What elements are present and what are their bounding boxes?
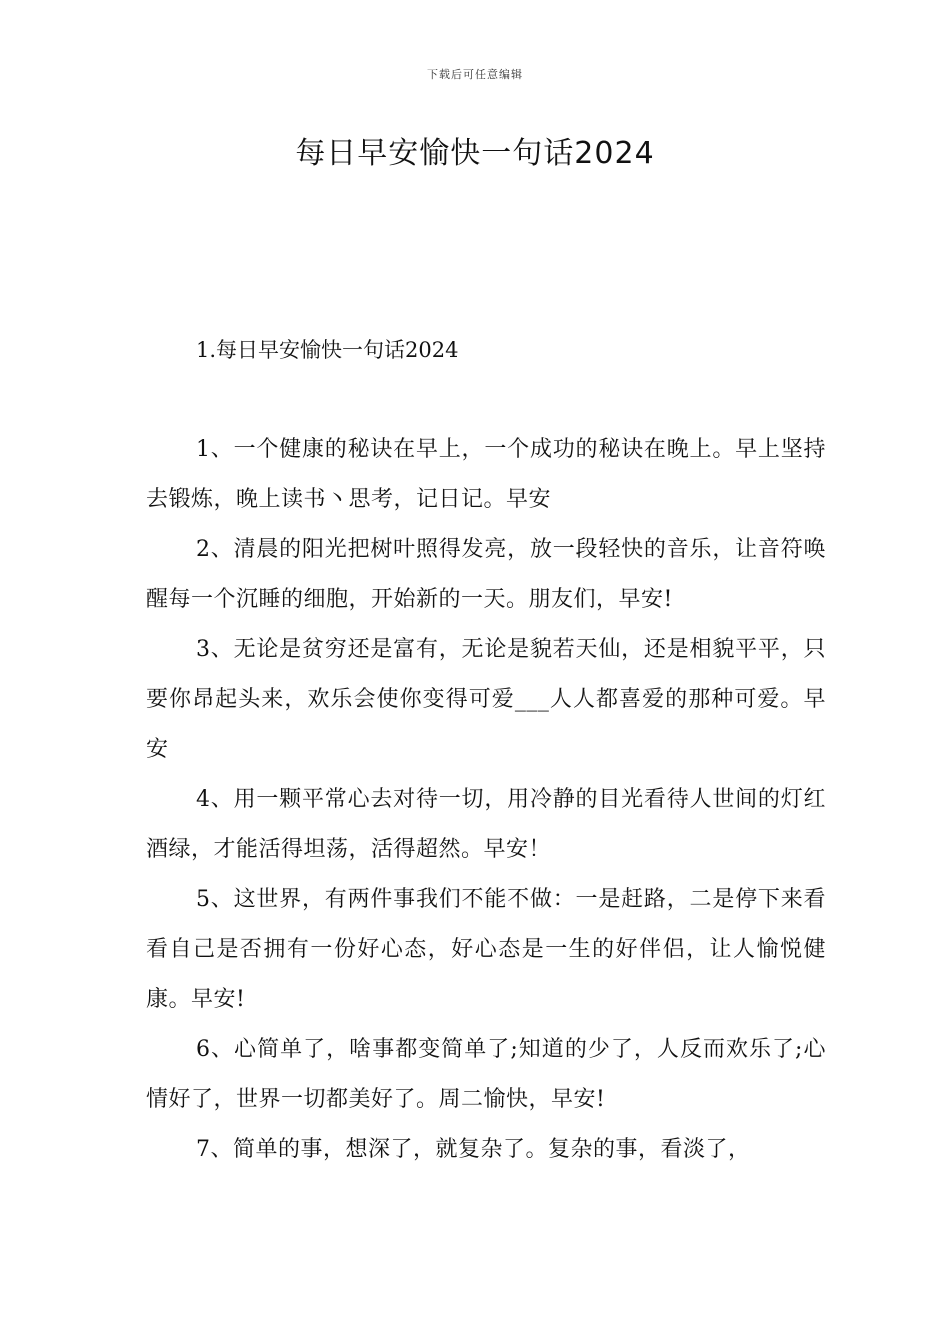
paragraph-2: 2、清晨的阳光把树叶照得发亮，放一段轻快的音乐，让音符唤醒每一个沉睡的细胞，开始新的一天。朋友们，早安!	[146, 537, 826, 612]
document-title: 每日早安愉快一句话2024	[295, 136, 655, 171]
paragraph-5: 5、这世界，有两件事我们不能不做：一是赶路，二是停下来看看自己是否拥有一份好心态，好心态是一生的好伴侣，让人愉悦健康。早安!	[146, 887, 826, 1012]
paragraph-1: 1、一个健康的秘诀在早上，一个成功的秘诀在晚上。早上坚持去锻炼，晚上读书丶思考，记日记。早安	[146, 437, 826, 512]
paragraph-4: 4、用一颗平常心去对待一切，用冷静的目光看待人世间的灯红酒绿，才能活得坦荡，活得超然。早安！	[146, 787, 826, 862]
header-note: 下载后可任意编辑	[427, 68, 523, 81]
section-heading: 1.每日早安愉快一句话2024	[196, 338, 459, 362]
paragraph-6: 6、心简单了，啥事都变简单了;知道的少了，人反而欢乐了;心情好了，世界一切都美好了。周二愉快，早安!	[146, 1037, 826, 1112]
paragraph-7: 7、简单的事，想深了，就复杂了。复杂的事，看淡了，	[196, 1137, 751, 1162]
paragraph-3: 3、无论是贫穷还是富有，无论是貌若天仙，还是相貌平平，只要你昂起头来，欢乐会使你变得可爱___人人都喜爱的那种可爱。早安	[146, 637, 826, 762]
document-body	[146, 425, 826, 1175]
